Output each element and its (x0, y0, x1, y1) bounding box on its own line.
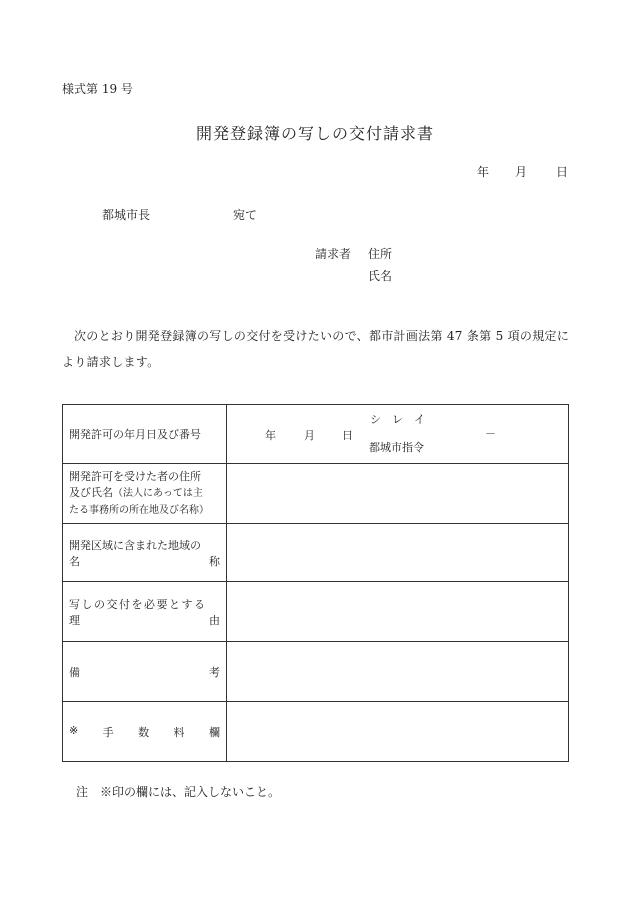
permit-office-label: 都城市指令 (369, 441, 424, 454)
permit-year-label: 年 (265, 429, 276, 442)
footnote: 注 ※印の欄には、記入しないこと。 (76, 785, 281, 799)
label-permit-date-number: 開発許可の年月日及び番号 (63, 405, 227, 464)
field-area-name[interactable] (227, 524, 569, 582)
request-statement: 次のとおり開発登録簿の写しの交付を受けたいので、都市計画法第 47 条第 5 項の規定により請求します。 (62, 329, 570, 369)
addressee-suffix: 宛て (233, 208, 258, 222)
field-permit-date-number[interactable] (227, 405, 569, 464)
date-day-label: 日 (556, 165, 569, 179)
field-permittee[interactable] (227, 464, 569, 524)
field-reason[interactable] (227, 582, 569, 642)
field-fee (227, 702, 569, 762)
date-year-label: 年 (477, 165, 490, 179)
requester-name-label: 氏名 (368, 269, 393, 283)
label-remarks: 備 考 (63, 642, 227, 702)
label-area-name: 開発区域に含まれた地域の 名 称 (63, 524, 227, 582)
table-row-permittee (63, 464, 569, 524)
addressee-mayor: 都城市長 (102, 208, 151, 222)
field-remarks[interactable] (227, 642, 569, 702)
table-row-reason (63, 582, 569, 642)
table-row-remarks (63, 642, 569, 702)
label-reason: 写しの交付を必要とする 理 由 (63, 582, 227, 642)
label-permittee: 開発許可を受けた者の住所 及び氏名（法人にあっては主 たる事務所の所在地及び名称） (63, 464, 227, 524)
form-number: 様式第 19 号 (62, 82, 133, 96)
label-fee: ※ 手 数 料 欄 (63, 702, 227, 762)
date-month-label: 月 (515, 165, 528, 179)
document-title: 開発登録簿の写しの交付請求書 (195, 124, 434, 143)
permit-katakana-reading: シ レ イ (370, 413, 425, 426)
permit-month-label: 月 (304, 429, 315, 442)
table-row-area-name (63, 524, 569, 582)
request-form-table (62, 404, 569, 762)
table-row-fee (63, 702, 569, 762)
permit-day-label: 日 (342, 429, 353, 442)
table-row-permit-date-number (63, 405, 569, 464)
permit-dash: － (485, 427, 496, 440)
requester-label: 請求者 (315, 247, 352, 261)
requester-address-label: 住所 (368, 247, 393, 261)
